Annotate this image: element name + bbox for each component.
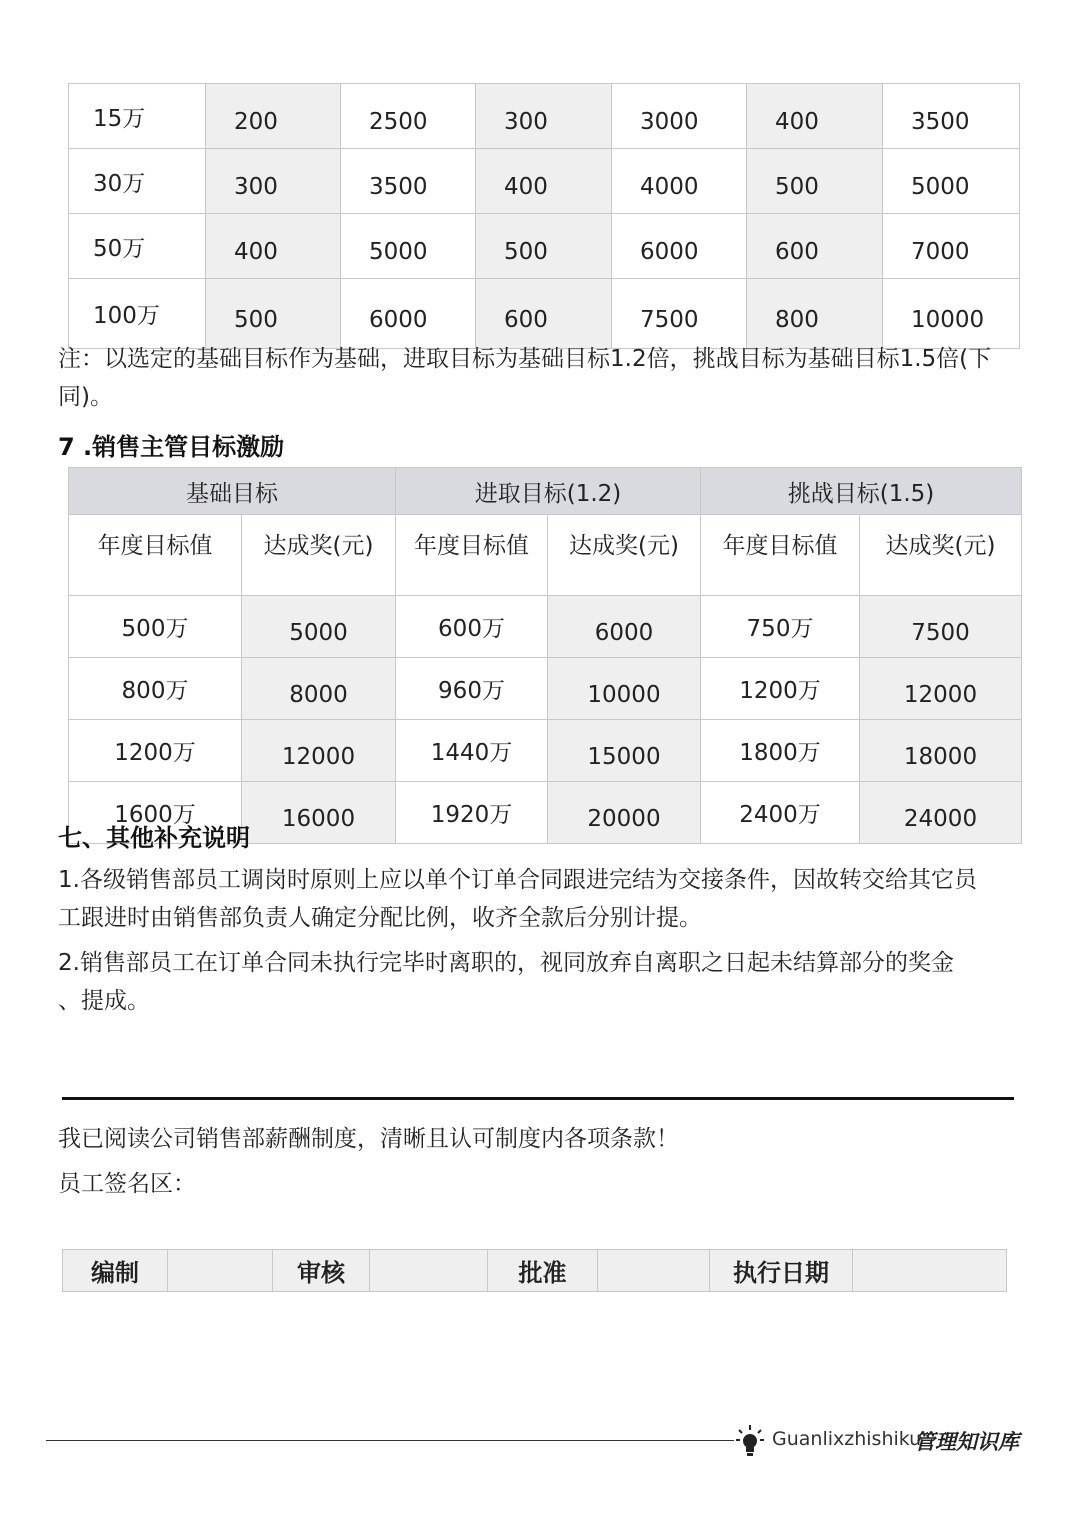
table-cell: 6000 [612,214,747,279]
table-cell: 20000 [548,782,701,844]
manager-target-table [68,467,1022,844]
paragraph-2-line-1: 2.销售部员工在订单合同未执行完毕时离职的，视同放弃自离职之日起未结算部分的奖金 [58,950,954,976]
approval-table [62,1249,1007,1292]
table-cell: 24000 [860,782,1022,844]
table-subheader-row [69,515,1022,596]
table-cell: 300 [206,149,341,214]
column-header: 年度目标值 [396,515,548,596]
acknowledge-statement: 我已阅读公司销售部薪酬制度，清晰且认可制度内各项条款！ [58,1126,679,1152]
table-cell: 5000 [242,596,396,658]
table-cell: 2500 [341,84,476,149]
table-cell: 15000 [548,720,701,782]
table-cell: 3500 [341,149,476,214]
table-cell: 1200万 [69,720,242,782]
table-cell: 960万 [396,658,548,720]
table-row [69,658,1022,720]
table-cell: 7500 [860,596,1022,658]
table-cell: 1920万 [396,782,548,844]
table-cell: 15万 [69,84,206,149]
table-row [69,149,1020,214]
table-cell: 400 [206,214,341,279]
table-cell: 750万 [701,596,860,658]
table-cell: 600万 [396,596,548,658]
paragraph-1-line-2: 工跟进时由销售部负责人确定分配比例，收齐全款后分别计提。 [58,905,702,931]
column-header: 达成奖(元) [548,515,701,596]
table-cell: 16000 [242,782,396,844]
footer-rule [46,1440,734,1441]
table-cell: 3000 [612,84,747,149]
section-7-title: 7 .销售主管目标激励 [58,433,285,461]
table-cell: 6000 [548,596,701,658]
table-cell: 3500 [883,84,1020,149]
table-cell: 4000 [612,149,747,214]
table-cell: 200 [206,84,341,149]
table-row [69,214,1020,279]
table-cell: 7500 [612,279,747,349]
table-cell: 600 [747,214,883,279]
compile-field[interactable] [168,1250,273,1292]
approve-label: 批准 [488,1250,598,1292]
table-cell: 12000 [860,658,1022,720]
table-cell: 30万 [69,149,206,214]
note-paragraph [58,340,1028,416]
table-cell: 5000 [883,149,1020,214]
group-header-base: 基础目标 [69,468,396,515]
table-cell: 8000 [242,658,396,720]
review-label: 审核 [273,1250,370,1292]
footer-brand-en: Guanlixzhishiku [772,1428,922,1450]
paragraph-1-line-1: 1.各级销售部员工调岗时原则上应以单个订单合同跟进完结为交接条件，因故转交给其它员 [58,867,977,893]
table-row [69,596,1022,658]
table-cell: 2400万 [701,782,860,844]
column-header: 年度目标值 [69,515,242,596]
note-line-1: 注：以选定的基础目标作为基础，进取目标为基础目标1.2倍，挑战目标为基础目标1.5倍(下 [58,346,992,372]
table-cell: 800 [747,279,883,349]
table-cell: 10000 [548,658,701,720]
table-cell: 300 [476,84,612,149]
footer-brand-cn: 管理知识库 [914,1429,1019,1454]
table-cell: 5000 [341,214,476,279]
table-header-row [69,468,1022,515]
lightbulb-icon [736,1424,764,1458]
table-cell: 400 [476,149,612,214]
table-cell: 800万 [69,658,242,720]
compile-label: 编制 [63,1250,168,1292]
column-header: 达成奖(元) [860,515,1022,596]
table-cell: 7000 [883,214,1020,279]
column-header: 年度目标值 [701,515,860,596]
group-header-progress: 进取目标(1.2) [396,468,701,515]
group-header-challenge: 挑战目标(1.5) [701,468,1022,515]
column-header: 达成奖(元) [242,515,396,596]
table-cell: 500万 [69,596,242,658]
effective-date-field[interactable] [853,1250,1007,1292]
paragraph-1 [58,861,1028,937]
bonus-table-upper [68,83,1020,349]
table-cell: 50万 [69,214,206,279]
table-cell: 6000 [341,279,476,349]
approve-field[interactable] [598,1250,710,1292]
review-field[interactable] [370,1250,488,1292]
table-cell: 400 [747,84,883,149]
table-cell: 500 [206,279,341,349]
signature-label: 员工签名区： [58,1171,196,1197]
effective-date-label: 执行日期 [710,1250,853,1292]
table-cell: 600 [476,279,612,349]
table-cell: 10000 [883,279,1020,349]
table-cell: 1800万 [701,720,860,782]
table-row [69,84,1020,149]
table-cell: 100万 [69,279,206,349]
table-row [69,720,1022,782]
note-line-2: 同)。 [58,384,113,410]
paragraph-2 [58,944,1028,1020]
table-cell: 18000 [860,720,1022,782]
table-cell: 12000 [242,720,396,782]
table-cell: 1600万 [69,782,242,844]
table-row [69,279,1020,349]
table-cell: 1200万 [701,658,860,720]
table-cell: 500 [747,149,883,214]
table-cell: 500 [476,214,612,279]
table-cell: 1440万 [396,720,548,782]
table-row [63,1250,1007,1292]
divider [62,1097,1014,1100]
paragraph-2-line-2: 、提成。 [58,988,150,1014]
section-other-title: 七、其他补充说明 [58,824,250,852]
